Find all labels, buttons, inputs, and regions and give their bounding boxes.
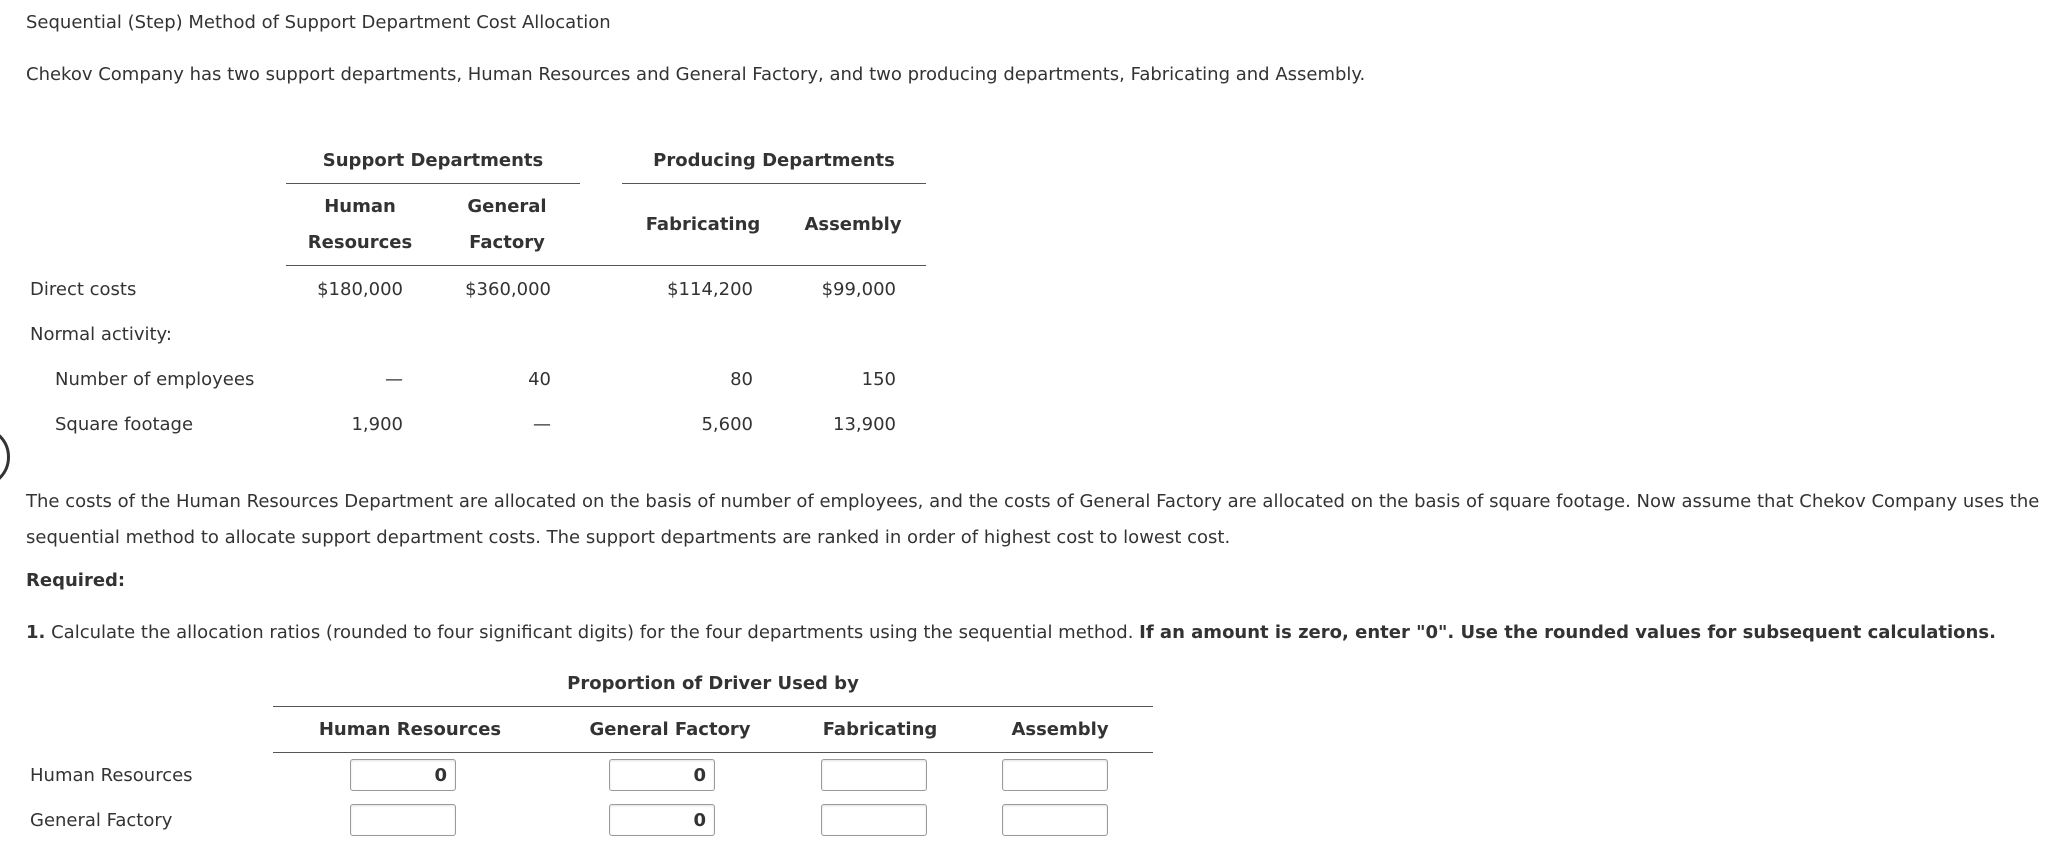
required-label: Required: <box>26 570 126 591</box>
ratio-col-hr: Human Resources <box>318 719 502 740</box>
intro-text: Chekov Company has two support departments, Human Resources and General Factory, and two producing departments, Fabricating and Assembly. <box>26 64 1366 85</box>
employees-asm: 150 <box>861 369 896 390</box>
producing-group-rule <box>622 183 926 184</box>
hr-to-gf-input[interactable] <box>609 759 715 791</box>
allocation-basis-paragraph: The costs of the Human Resources Department are allocated on the basis of number of employees, and the costs of General Factory are allocated on the basis of square footage. Now assume that Chekov Company uses the sequential method to allocate support department costs. The support departments are ranked in order of highest cost to lowest cost. <box>26 491 2040 548</box>
question-number: 1. <box>26 622 46 643</box>
direct-costs-asm: $99,000 <box>821 279 896 300</box>
col-hr-line1: Human <box>324 196 396 217</box>
col-fabricating: Fabricating <box>645 214 761 235</box>
gf-to-asm-input[interactable] <box>1002 804 1108 836</box>
ratio-col-gf: General Factory <box>589 719 751 740</box>
row-label-direct-costs: Direct costs <box>30 279 137 300</box>
partial-circle-decoration <box>0 426 10 488</box>
support-group-rule <box>286 183 580 184</box>
row-label-normal-activity: Normal activity: <box>30 324 172 345</box>
col-gf-line1: General <box>467 196 547 217</box>
col-assembly: Assembly <box>804 214 902 235</box>
question-instruction: If an amount is zero, enter "0". Use the rounded values for subsequent calculations. <box>1139 622 1996 643</box>
hr-to-fab-input[interactable] <box>821 759 927 791</box>
ratio-table-caption: Proportion of Driver Used by <box>567 673 859 694</box>
question-text: Calculate the allocation ratios (rounded to four significant digits) for the four departments using the sequential method. <box>45 622 1140 643</box>
ratio-col-asm: Assembly <box>1011 719 1109 740</box>
col-hr-line2: Resources <box>307 232 413 253</box>
hr-to-asm-input[interactable] <box>1002 759 1108 791</box>
sqft-gf: — <box>533 414 551 435</box>
ratio-row-label-gf: General Factory <box>30 810 173 831</box>
row-label-employees: Number of employees <box>55 369 255 390</box>
sqft-asm: 13,900 <box>833 414 896 435</box>
caption-rule <box>273 706 1153 707</box>
sqft-hr: 1,900 <box>351 414 403 435</box>
ratio-row-label-hr: Human Resources <box>30 765 193 786</box>
direct-costs-fab: $114,200 <box>667 279 753 300</box>
hr-to-hr-input[interactable] <box>350 759 456 791</box>
row-label-square-footage: Square footage <box>55 414 194 435</box>
gf-to-gf-input[interactable] <box>609 804 715 836</box>
support-departments-header: Support Departments <box>322 150 544 171</box>
ratio-col-fab: Fabricating <box>822 719 938 740</box>
ratio-header-rule <box>273 752 1153 753</box>
col-gf-line2: Factory <box>469 232 545 253</box>
employees-gf: 40 <box>528 369 551 390</box>
direct-costs-gf: $360,000 <box>465 279 551 300</box>
employees-fab: 80 <box>730 369 753 390</box>
employees-hr: — <box>385 369 403 390</box>
producing-departments-header: Producing Departments <box>653 150 895 171</box>
page-title: Sequential (Step) Method of Support Department Cost Allocation <box>26 12 611 33</box>
direct-costs-hr: $180,000 <box>317 279 403 300</box>
gf-to-fab-input[interactable] <box>821 804 927 836</box>
header-bottom-rule <box>286 265 926 266</box>
question-1 <box>26 622 1996 643</box>
gf-to-hr-input[interactable] <box>350 804 456 836</box>
sqft-fab: 5,600 <box>701 414 753 435</box>
